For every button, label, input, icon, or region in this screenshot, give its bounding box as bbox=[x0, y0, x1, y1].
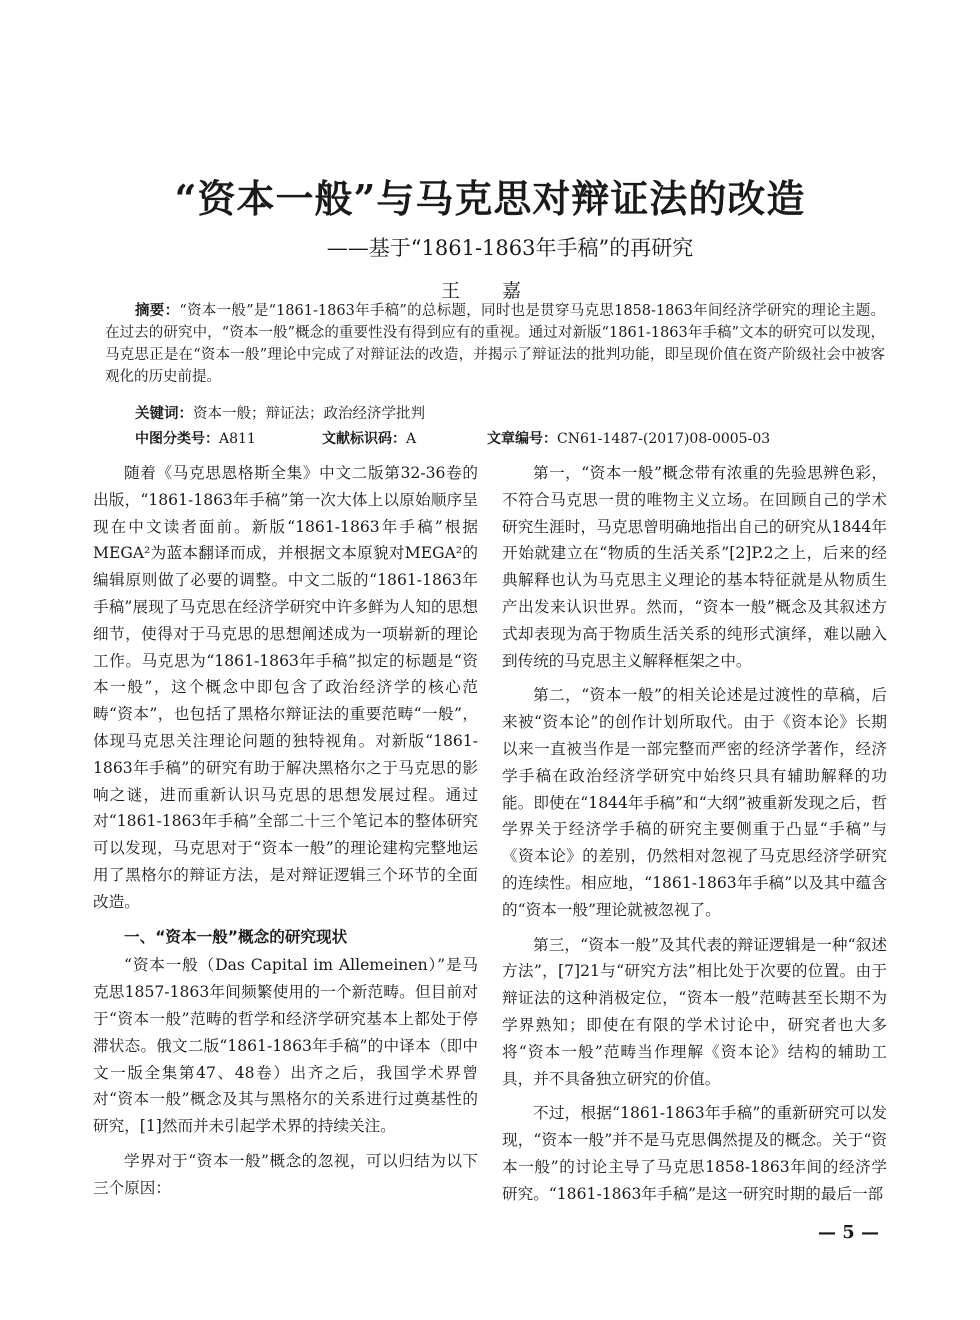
abstract bbox=[105, 300, 885, 388]
keywords bbox=[135, 402, 425, 423]
article-no-value: CN61-1487-(2017)08-0005-03 bbox=[557, 431, 771, 447]
paragraph: 随着《马克思恩格斯全集》中文二版第32-36卷的出版，“1861-1863年手稿”第一次大体上以原始顺序呈现在中文读者面前。新版“1861-1863年手稿”根据MEGA²为蓝本翻译而成，并根据文本原貌对MEGA²的编辑原则做了必要的调整。中文二版的“1861-1863年手稿”展现了马克思在经济学研究中许多鲜为人知的思想细节，使得对于马克思的思想阐述成为一项崭新的理论工作。马克思为“1861-1863年手稿”拟定的标题是“资本一般”，这个概念中即包含了政治经济学的核心范畴“资本”，也包括了黑格尔辩证法的重要范畴“一般”，体现马克思关注理论问题的独特视角。对新版“1861-1863年手稿”的研究有助于解决黑格尔之于马克思的影响之谜，进而重新认识马克思的思想发展过程。通过对“1861-1863年手稿”全部二十三个笔记本的整体研究可以发现，马克思对于“资本一般”的理论建构完整地运用了黑格尔的辩证方法，是对辩证逻辑三个环节的全面改造。 bbox=[93, 464, 478, 911]
abstract-text: “资本一般”是“1861-1863年手稿”的总标题，同时也是贯穿马克思1858-1863年间经济学研究的理论主题。在过去的研究中，“资本一般”概念的重要性没有得到应有的重视。通过对新版“1861-1863年手稿”文本的研究可以发现，马克思正是在“资本一般”理论中完成了对辩证法的改造，并揭示了辩证法的批判功能，即呈现价值在资产阶级社会中被客观化的历史前提。 bbox=[105, 303, 885, 385]
abstract-label: 摘要： bbox=[135, 303, 180, 319]
document-code bbox=[322, 428, 416, 448]
paragraph: 第一，“资本一般”概念带有浓重的先验思辨色彩，不符合马克思一贯的唯物主义立场。在回顾自己的学术研究生涯时，马克思曾明确地指出自己的研究从1844年开始就建立在“物质的生活关系”[2]P.2之上，后来的经典解释也认为马克思主义理论的基本特征就是从物质生产出发来认识世界。然而，“资本一般”概念及其叙述方式却表现为高于物质生活关系的纯形式演绎，难以融入到传统的马克思主义解释框架之中。 bbox=[502, 464, 887, 670]
article-no-label: 文章编号： bbox=[487, 431, 557, 447]
paragraph: “资本一般（Das Capital im Allemeinen）”是马克思1857-1863年间频繁使用的一个新范畴。但目前对于“资本一般”范畴的哲学和经济学研究基本上都处于停滞状态。俄文二版“1861-1863年手稿”的中译本（即中文一版全集第47、48卷）出齐之后，我国学术界曾对“资本一般”概念及其与黑格尔的关系进行过奠基性的研究，[1]然而并未引起学术界的持续关注。 bbox=[93, 956, 478, 1136]
left-column bbox=[93, 460, 478, 1210]
right-column bbox=[502, 460, 887, 1216]
paragraph: 第三，“资本一般”及其代表的辩证逻辑是一种“叙述方法”，[7]21与“研究方法”相比处于次要的位置。由于辩证法的这种消极定位，“资本一般”范畴甚至长期不为学界熟知；即使在有限的学术讨论中，研究者也大多将“资本一般”范畴当作理解《资本论》结构的辅助工具，并不具备独立研究的价值。 bbox=[502, 935, 887, 1088]
keywords-label: 关键词： bbox=[135, 406, 193, 422]
clc-number bbox=[135, 428, 256, 448]
author-name: 王 嘉 bbox=[440, 280, 540, 302]
doc-label: 文献标识码： bbox=[322, 431, 406, 447]
article-number bbox=[487, 428, 770, 448]
article-title: “资本一般”与马克思对辩证法的改造 bbox=[174, 176, 806, 221]
article-subtitle: ——基于“1861-1863年手稿”的再研究 bbox=[326, 236, 694, 260]
section-heading: 一、“资本一般”概念的研究现状 bbox=[124, 927, 348, 946]
paragraph: 第二，“资本一般”的相关论述是过渡性的草稿，后来被“资本论”的创作计划所取代。由于《资本论》长期以来一直被当作是一部完整而严密的经济学著作，经济学手稿在政治经济学研究中始终只具有辅助解释的功能。即使在“1844年手稿”和“大纲”被重新发现之后，哲学界关于经济学手稿的研究主要侧重于凸显“手稿”与《资本论》的差别，仍然相对忽视了马克思经济学研究的连续性。相应地，“1861-1863年手稿”以及其中蕴含的“资本一般”理论就被忽视了。 bbox=[502, 686, 887, 919]
page-number: — 5 — bbox=[818, 1222, 880, 1243]
clc-value: A811 bbox=[219, 431, 256, 447]
doc-value: A bbox=[406, 431, 417, 447]
clc-label: 中图分类号： bbox=[135, 431, 219, 447]
keywords-text: 资本一般；辩证法；政治经济学批判 bbox=[193, 406, 425, 422]
paragraph: 学界对于“资本一般”概念的忽视，可以归结为以下三个原因： bbox=[93, 1151, 478, 1197]
paragraph: 不过，根据“1861-1863年手稿”的重新研究可以发现，“资本一般”并不是马克思偶然提及的概念。关于“资本一般”的讨论主导了马克思1858-1863年间的经济学研究。“1861-1863年手稿”是这一研究时期的最后一部 bbox=[502, 1104, 887, 1203]
